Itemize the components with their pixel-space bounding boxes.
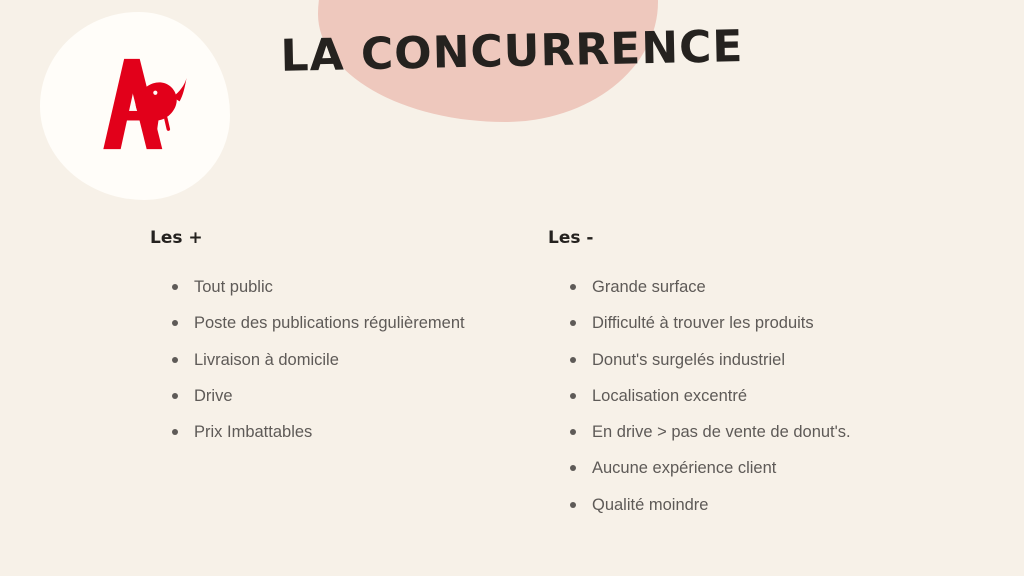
column-negatives <box>548 228 968 530</box>
page-title: LA CONCURRENCE <box>280 21 744 82</box>
list-item: Donut's surgelés industriel <box>570 349 968 371</box>
list-item: Difficulté à trouver les produits <box>570 312 968 334</box>
column-positives-heading: Les + <box>150 228 203 248</box>
list-item: En drive > pas de vente de donut's. <box>570 421 968 443</box>
list-item: Livraison à domicile <box>172 349 520 371</box>
column-negatives-heading: Les - <box>548 228 594 248</box>
list-item: Poste des publications régulièrement <box>172 312 520 334</box>
list-item: Drive <box>172 385 520 407</box>
list-item: Tout public <box>172 276 520 298</box>
list-item: Aucune expérience client <box>570 457 968 479</box>
negatives-list <box>548 276 968 516</box>
column-positives <box>150 228 520 457</box>
list-item: Grande surface <box>570 276 968 298</box>
list-item: Qualité moindre <box>570 494 968 516</box>
list-item: Localisation excentré <box>570 385 968 407</box>
list-item: Prix Imbattables <box>172 421 520 443</box>
positives-list <box>150 276 520 443</box>
